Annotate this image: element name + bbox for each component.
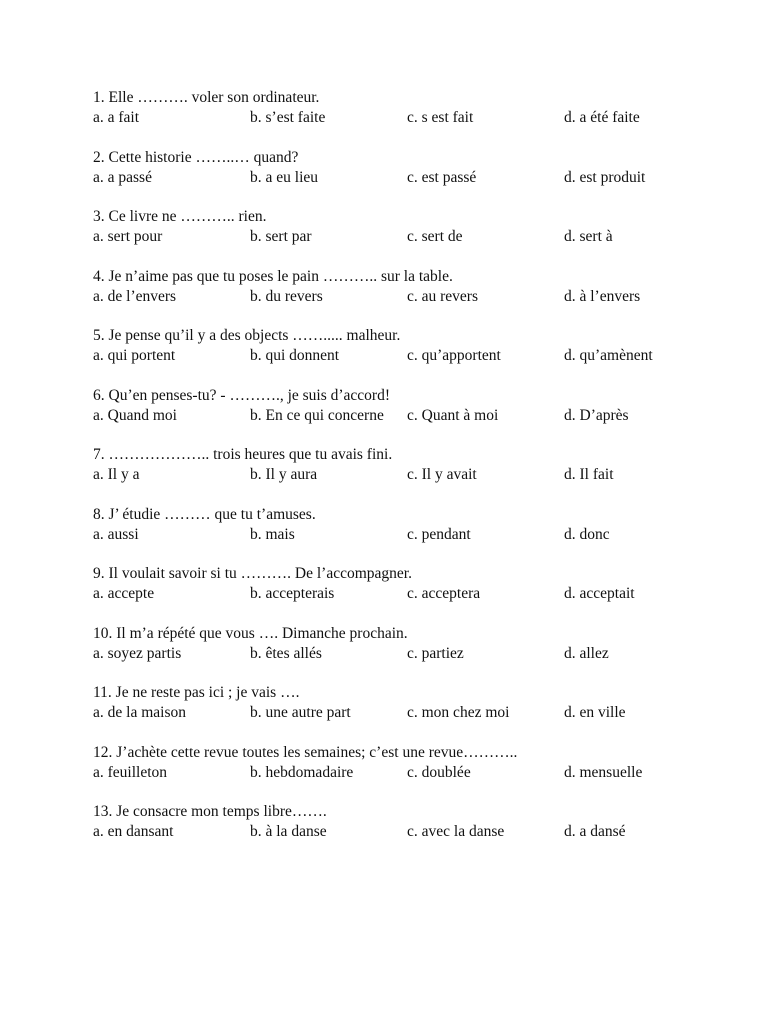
question-text: 5. Je pense qu’il y a des objects ……..... malheur. xyxy=(93,327,401,344)
option-b: b. hebdomadaire xyxy=(250,763,354,781)
quiz-document xyxy=(93,88,733,862)
option-c: c. mon chez moi xyxy=(407,704,510,721)
option-b: b. s’est faite xyxy=(250,109,326,126)
option-b: b. du revers xyxy=(250,287,323,305)
option-d: d. a dansé xyxy=(564,823,626,840)
question-6 xyxy=(93,386,733,426)
option-b: b. En ce qui concerne xyxy=(250,406,384,424)
answer-options xyxy=(93,227,733,247)
option-a: a. accepte xyxy=(93,585,155,602)
option-c: c. Quant à moi xyxy=(407,406,499,424)
answer-options xyxy=(93,287,733,307)
question-text: 2. Cette historie ……..… quand? xyxy=(93,148,299,166)
option-a: a. a fait xyxy=(93,109,140,126)
option-c: c. au revers xyxy=(407,287,478,305)
option-c: c. s est fait xyxy=(407,109,474,126)
option-a: a. aussi xyxy=(93,525,139,543)
option-d: d. acceptait xyxy=(564,585,635,602)
option-a: a. sert pour xyxy=(93,228,163,245)
option-c: c. pendant xyxy=(407,525,471,543)
answer-options xyxy=(93,108,733,128)
question-text: 11. Je ne reste pas ici ; je vais …. xyxy=(93,684,300,701)
question-2 xyxy=(93,148,733,188)
question-13 xyxy=(93,802,733,842)
option-c: c. doublée xyxy=(407,763,471,781)
answer-options xyxy=(93,644,733,664)
question-text: 13. Je consacre mon temps libre……. xyxy=(93,803,327,820)
option-c: c. sert de xyxy=(407,228,463,245)
question-1 xyxy=(93,88,733,128)
option-b: b. une autre part xyxy=(250,704,351,721)
option-d: d. Il fait xyxy=(564,466,614,483)
question-text: 3. Ce livre ne ……….. rien. xyxy=(93,208,267,225)
option-c: c. est passé xyxy=(407,168,477,186)
option-c: c. partiez xyxy=(407,644,464,662)
question-7 xyxy=(93,445,733,485)
answer-options xyxy=(93,346,733,366)
option-b: b. accepterais xyxy=(250,585,335,602)
answer-options xyxy=(93,465,733,485)
option-b: b. à la danse xyxy=(250,823,327,840)
option-a: a. Il y a xyxy=(93,466,140,483)
option-d: d. mensuelle xyxy=(564,763,643,781)
question-text: 6. Qu’en penses-tu? - ………., je suis d’accord! xyxy=(93,386,390,404)
option-d: d. à l’envers xyxy=(564,287,641,305)
option-d: d. en ville xyxy=(564,704,626,721)
option-c: c. avec la danse xyxy=(407,823,505,840)
question-text: 12. J’achète cette revue toutes les semaines; c’est une revue……….. xyxy=(93,743,518,761)
option-d: d. sert à xyxy=(564,228,613,245)
option-a: a. de la maison xyxy=(93,704,186,721)
option-d: d. a été faite xyxy=(564,109,640,126)
question-text: 7. ……………….. trois heures que tu avais fini. xyxy=(93,446,393,463)
option-a: a. a passé xyxy=(93,168,152,186)
option-c: c. acceptera xyxy=(407,585,481,602)
option-b: b. êtes allés xyxy=(250,644,322,662)
answer-options xyxy=(93,584,733,604)
option-a: a. soyez partis xyxy=(93,644,182,662)
option-a: a. de l’envers xyxy=(93,287,177,305)
option-b: b. mais xyxy=(250,525,295,543)
option-d: d. donc xyxy=(564,525,610,543)
answer-options xyxy=(93,406,733,426)
answer-options xyxy=(93,763,733,783)
option-b: b. sert par xyxy=(250,228,312,245)
option-d: d. D’après xyxy=(564,406,629,424)
question-text: 9. Il voulait savoir si tu ………. De l’accompagner. xyxy=(93,565,412,582)
question-3 xyxy=(93,207,733,247)
question-4 xyxy=(93,267,733,307)
question-text: 10. Il m’a répété que vous …. Dimanche prochain. xyxy=(93,624,408,642)
option-d: d. allez xyxy=(564,644,609,662)
question-9 xyxy=(93,564,733,604)
option-d: d. est produit xyxy=(564,168,646,186)
question-text: 8. J’ étudie ……… que tu t’amuses. xyxy=(93,505,316,523)
option-a: a. feuilleton xyxy=(93,763,168,781)
question-8 xyxy=(93,505,733,545)
question-text: 1. Elle ………. voler son ordinateur. xyxy=(93,89,320,106)
question-11 xyxy=(93,683,733,723)
option-a: a. qui portent xyxy=(93,347,176,364)
option-b: b. a eu lieu xyxy=(250,168,319,186)
option-b: b. qui donnent xyxy=(250,347,340,364)
option-a: a. Quand moi xyxy=(93,406,177,424)
question-12 xyxy=(93,743,733,783)
option-d: d. qu’amènent xyxy=(564,347,653,364)
answer-options xyxy=(93,525,733,545)
option-b: b. Il y aura xyxy=(250,466,318,483)
answer-options xyxy=(93,703,733,723)
option-c: c. qu’apportent xyxy=(407,347,501,364)
answer-options xyxy=(93,822,733,842)
question-10 xyxy=(93,624,733,664)
question-text: 4. Je n’aime pas que tu poses le pain ……….. sur la table. xyxy=(93,267,453,285)
answer-options xyxy=(93,168,733,188)
option-c: c. Il y avait xyxy=(407,466,477,483)
option-a: a. en dansant xyxy=(93,823,174,840)
question-5 xyxy=(93,326,733,366)
